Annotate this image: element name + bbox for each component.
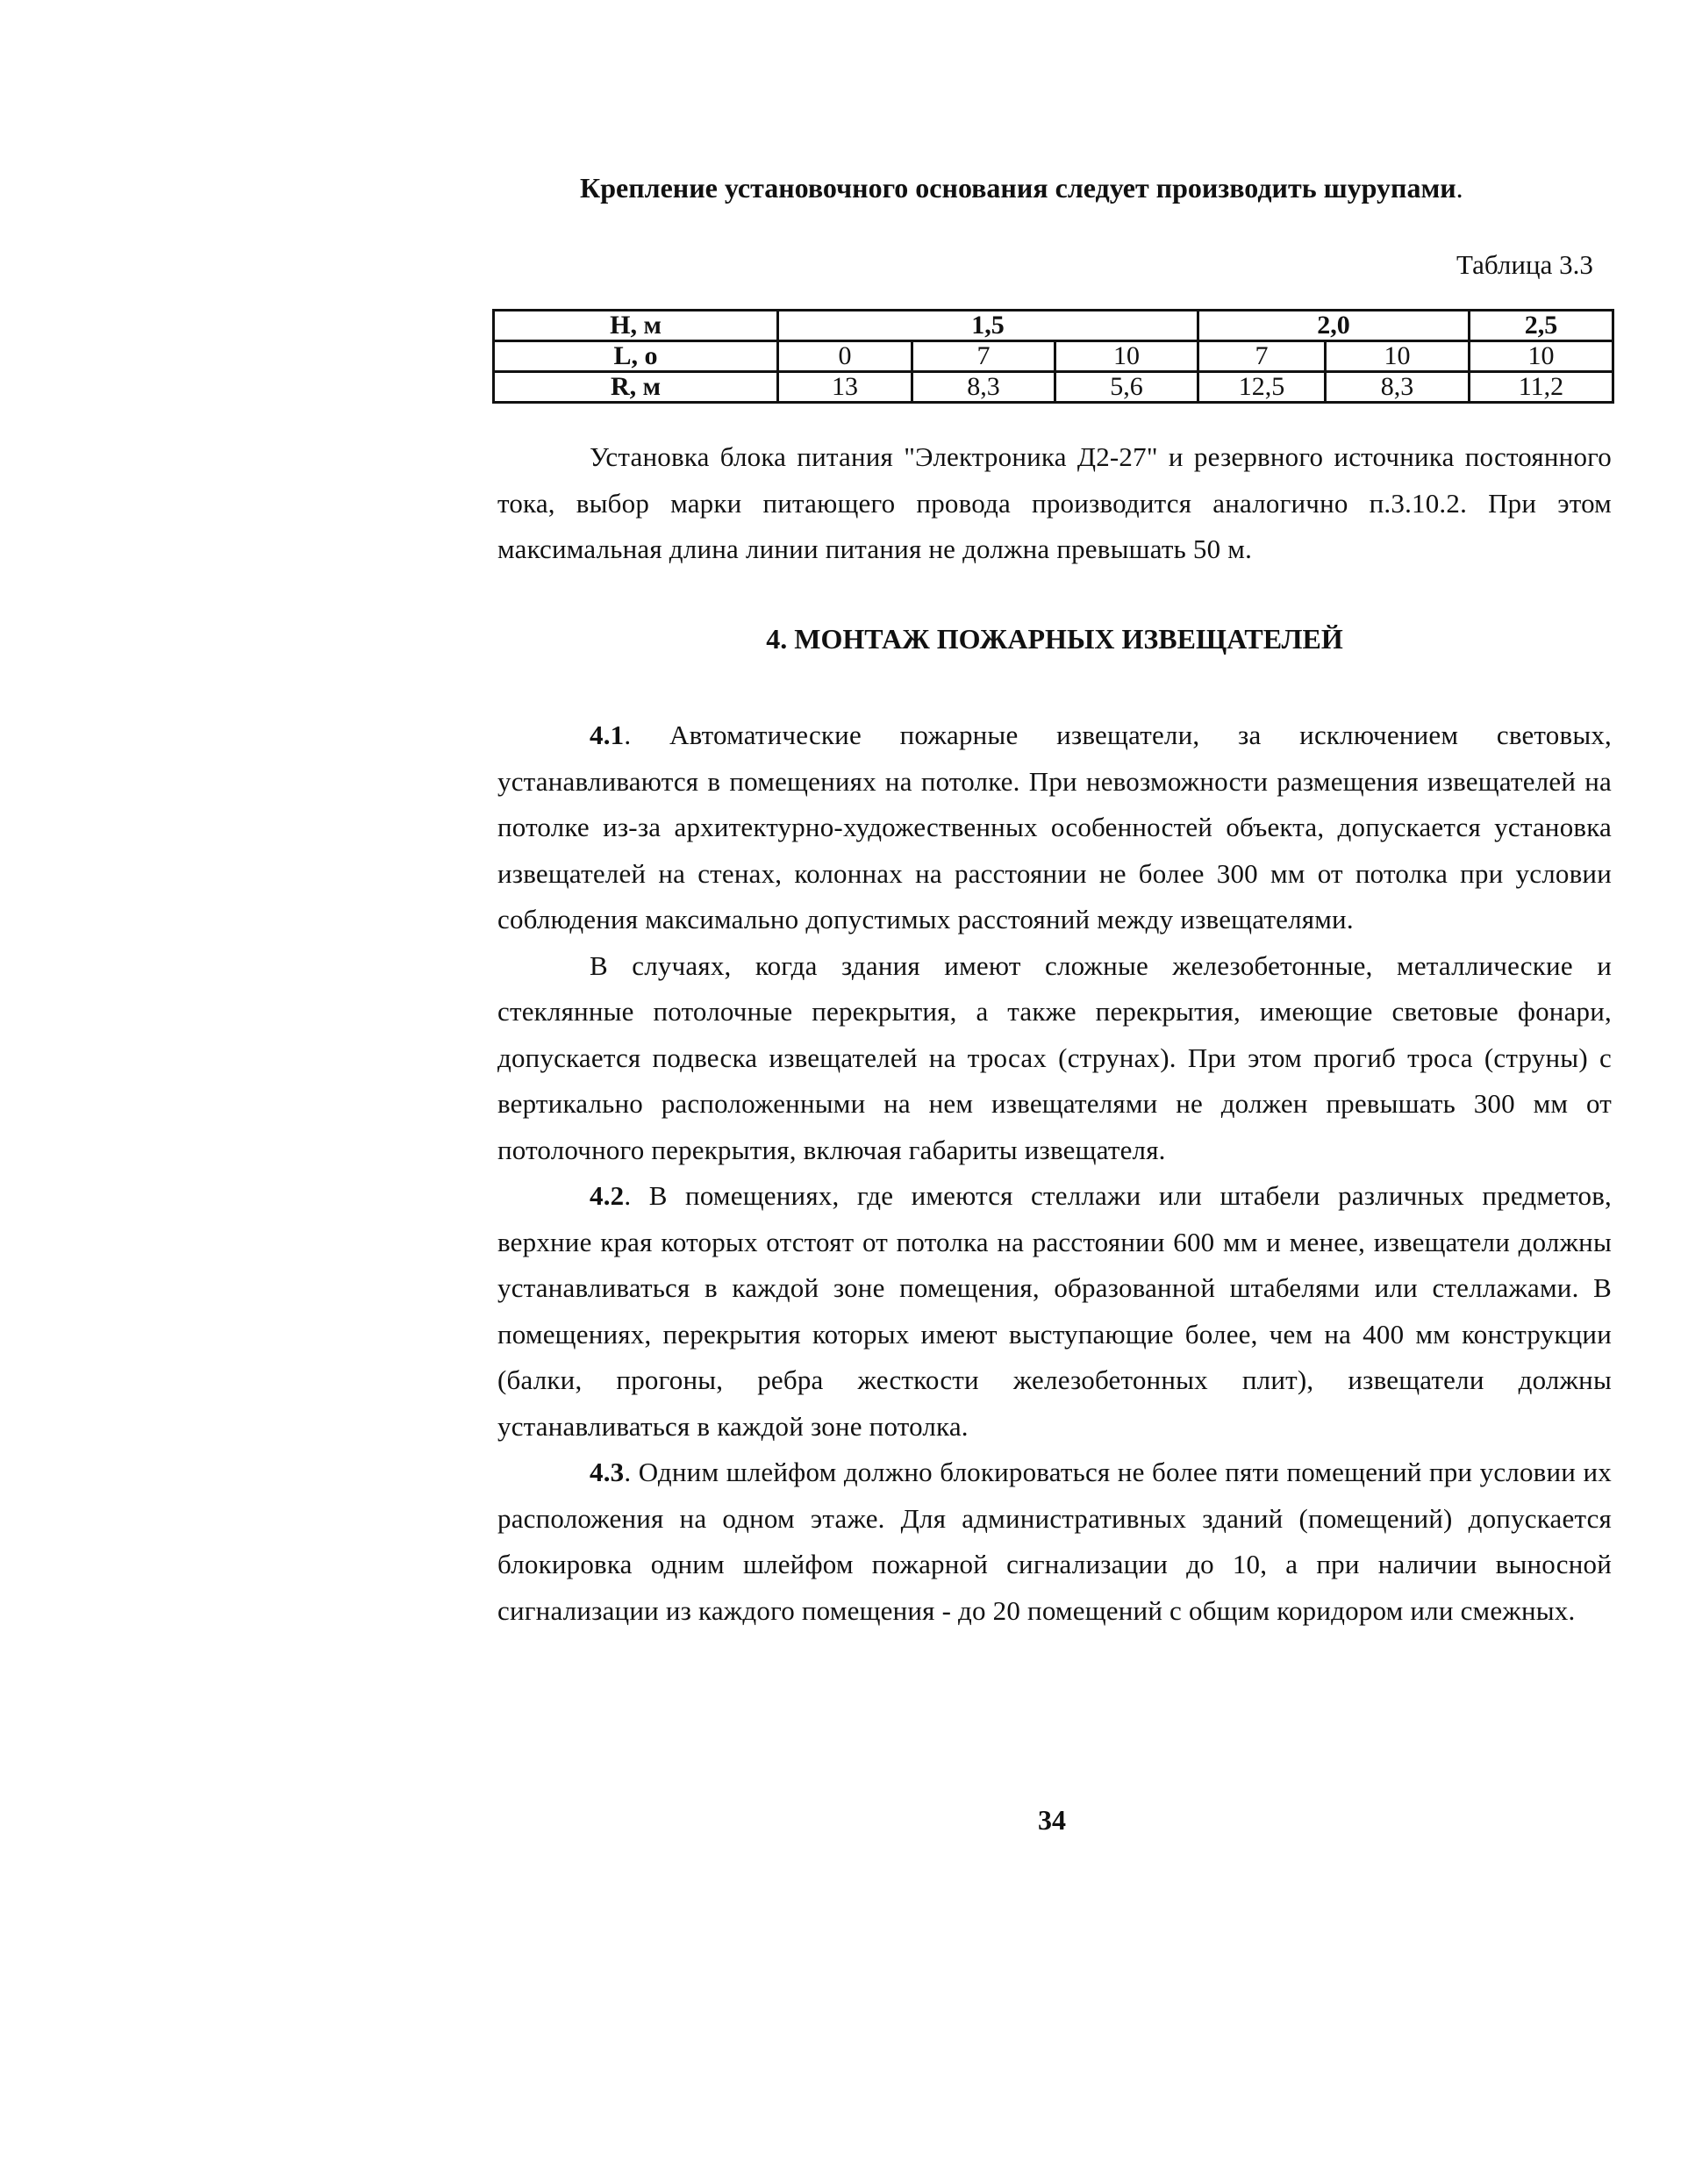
table-row-angle (494, 341, 1613, 372)
table-cell: 7 (1198, 341, 1326, 372)
table-row-label: R, м (494, 372, 778, 403)
table-cell: 10 (1326, 341, 1470, 372)
table-row-radius (494, 372, 1613, 403)
table-row-label: L, о (494, 341, 778, 372)
clause-number: 4.2 (590, 1180, 625, 1211)
parameters-table (492, 309, 1614, 404)
table-cell: 13 (778, 372, 912, 403)
table-caption: Таблица 3.3 (1456, 249, 1593, 280)
table-cell: 2,0 (1198, 311, 1470, 341)
section-heading: 4. МОНТАЖ ПОЖАРНЫХ ИЗВЕЩАТЕЛЕЙ (766, 623, 1343, 655)
mounting-note (580, 170, 1463, 205)
table-cell: 11,2 (1470, 372, 1613, 403)
table-row-label: H, м (494, 311, 778, 341)
table-cell: 10 (1470, 341, 1613, 372)
paragraph-text: . Одним шлейфом должно блокироваться не более пяти помещений при условии их расположения на одном этаже. Для административных зданий (помещений) допускается блокировка одним шлейфом пожарной сигнализации до 10, а при наличии выносной сигнализации из каждого помещения - до 20 помещений с общим коридором или смежных. (497, 1457, 1612, 1626)
table-cell: 8,3 (912, 372, 1055, 403)
paragraph-4-1 (497, 712, 1612, 943)
page-number: 34 (1038, 1804, 1066, 1836)
paragraph-cables (497, 943, 1612, 1174)
power-supply-paragraph (497, 434, 1612, 573)
paragraph-4-3 (497, 1450, 1612, 1634)
paragraph-text: . В помещениях, где имеются стеллажи или штабели различных предметов, верхние края которых отстоят от потолка на расстоянии 600 мм и менее, извещатели должны устанавливаться в каждой зоне помещения, образованной штабелями или стеллажами. В помещениях, перекрытия которых имеют выступающие более, чем на 400 мм конструкции (балки, прогоны, ребра жесткости железобетонных плит), извещатели должны устанавливаться в каждой зоне потолка. (497, 1180, 1612, 1442)
table-cell: 5,6 (1055, 372, 1198, 403)
table-cell: 10 (1055, 341, 1198, 372)
paragraph-text: . Автоматические пожарные извещатели, за исключением световых, устанавливаются в помещениях на потолке. При невозможности размещения извещателей на потолке из-за архитектурно-художественных особенностей объекта, допускается установка извещателей на стенах, колоннах на расстоянии не более 300 мм от потолка при условии соблюдения максимально допустимых расстояний между извещателями. (497, 720, 1612, 934)
section-body (497, 712, 1612, 1634)
clause-number: 4.3 (590, 1457, 625, 1487)
table-cell: 8,3 (1326, 372, 1470, 403)
mounting-note-bold: Крепление установочного основания следует производить шурупами (580, 172, 1456, 204)
mounting-note-period: . (1456, 172, 1463, 204)
paragraph-text: В случаях, когда здания имеют сложные железобетонные, металлические и стеклянные потолочные перекрытия, а также перекрытия, имеющие световые фонари, допускается подвеска извещателей на тросах (струнах). При этом прогиб троса (струны) с вертикально расположенными на нем извещателями не должен превышать 300 мм от потолочного перекрытия, включая габариты извещателя. (497, 949, 1612, 1165)
table-cell: 0 (778, 341, 912, 372)
table-cell: 12,5 (1198, 372, 1326, 403)
paragraph-4-2 (497, 1173, 1612, 1450)
table-cell: 2,5 (1470, 311, 1613, 341)
table-cell: 7 (912, 341, 1055, 372)
table-row-height (494, 311, 1613, 341)
paragraph-text: Установка блока питания "Электроника Д2-27" и резервного источника постоянного тока, выбор марки питающего провода производится аналогично п.3.10.2. При этом максимальная длина линии питания не должна превышать 50 м. (497, 441, 1612, 564)
clause-number: 4.1 (590, 720, 625, 750)
table-cell: 1,5 (778, 311, 1198, 341)
